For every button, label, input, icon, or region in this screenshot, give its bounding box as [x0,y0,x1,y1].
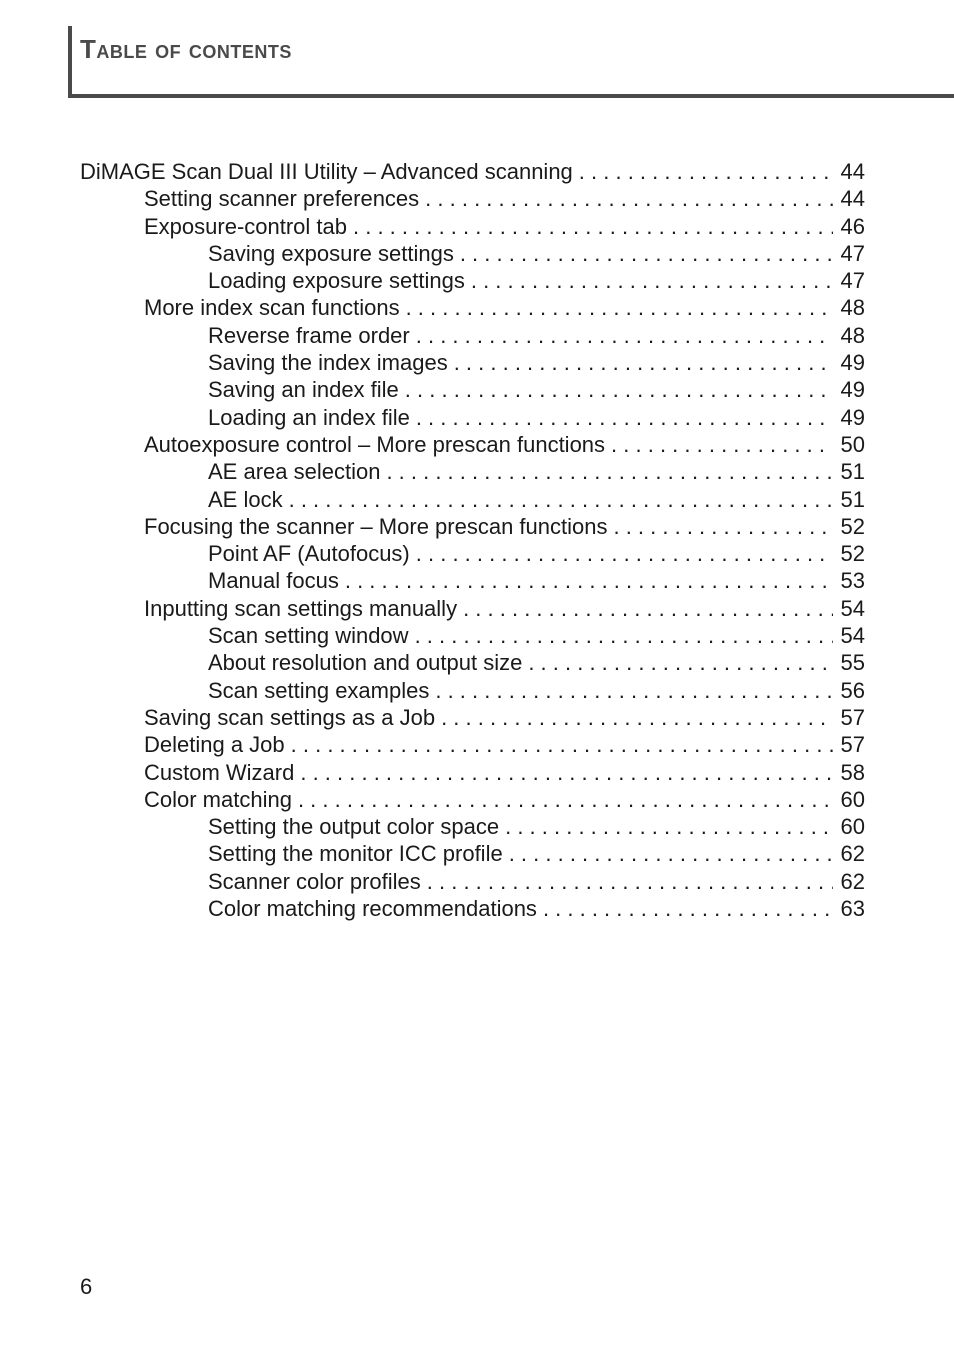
toc-entry[interactable] [80,649,865,676]
toc-entry-page: 53 [840,568,865,594]
toc-entry-page: 48 [840,322,865,348]
toc-dot-leader [505,813,833,840]
toc-entry-title: Color matching recommendations [208,896,537,922]
toc-entry[interactable] [80,731,865,758]
toc-dot-leader [471,267,833,294]
toc-entry-page: 57 [840,732,865,758]
toc-dot-leader [300,759,833,786]
toc-entry[interactable] [80,840,865,867]
toc-entry[interactable] [80,240,865,267]
toc-entry-page: 49 [840,404,865,430]
toc-entry[interactable] [80,294,865,321]
toc-dot-leader [427,868,833,895]
toc-dot-leader [353,213,833,240]
toc-entry-title: DiMAGE Scan Dual III Utility – Advanced scanning [80,159,573,184]
toc-entry[interactable] [80,759,865,786]
toc-dot-leader [289,486,833,513]
toc-dot-leader [291,731,833,758]
toc-entry-title: Exposure-control tab [144,213,347,239]
toc-entry[interactable] [80,486,865,513]
page-number: 6 [80,1274,93,1299]
toc-entry-page: 56 [840,677,865,703]
toc-dot-leader [463,595,833,622]
toc-entry[interactable] [80,677,865,704]
toc-entry-page: 50 [840,431,865,457]
toc-entry-page: 47 [840,240,865,266]
toc-dot-leader [406,294,833,321]
toc-entry[interactable] [80,458,865,485]
toc-entry-page: 58 [840,759,865,785]
toc-entry-page: 55 [840,650,865,676]
header-rule-horizontal [68,94,954,98]
toc-entry[interactable] [80,431,865,458]
toc-entry[interactable] [80,813,865,840]
toc-entry-title: Loading an index file [208,404,410,430]
toc-entry-title: About resolution and output size [208,650,523,676]
toc-entry-title: Custom Wizard [144,759,295,785]
toc-entry[interactable] [80,158,865,185]
toc-entry[interactable] [80,868,865,895]
toc-dot-leader [415,622,833,649]
toc-entry-title: Scanner color profiles [208,868,421,894]
toc-dot-leader [416,540,833,567]
toc-entry-page: 49 [840,377,865,403]
toc-dot-leader [441,704,833,731]
toc-entry[interactable] [80,567,865,594]
toc-dot-leader [386,458,833,485]
toc-entry-title: Focusing the scanner – More prescan functions [144,513,608,539]
toc-entry[interactable] [80,622,865,649]
toc-dot-leader [298,786,833,813]
toc-entry-title: Setting the output color space [208,814,500,840]
toc-entry[interactable] [80,213,865,240]
header-rule-vertical [68,26,72,98]
toc-entry-title: AE lock [208,486,283,512]
toc-entry-page: 60 [840,814,865,840]
toc-entry-page: 60 [840,786,865,812]
toc-entry-page: 49 [840,350,865,376]
toc-entry-page: 44 [840,186,865,212]
toc-dot-leader [543,895,833,922]
toc-entry-title: More index scan functions [144,295,400,321]
toc-entry[interactable] [80,322,865,349]
toc-entry[interactable] [80,404,865,431]
toc-dot-leader [509,840,833,867]
toc-entry-title: Saving an index file [208,377,399,403]
toc-entry-title: Saving the index images [208,350,448,376]
toc-entry-title: Saving exposure settings [208,240,454,266]
toc-entry[interactable] [80,540,865,567]
table-of-contents [80,158,865,922]
toc-dot-leader [416,404,833,431]
toc-entry[interactable] [80,786,865,813]
toc-dot-leader [435,677,833,704]
toc-entry-page: 54 [840,595,865,621]
toc-entry-page: 63 [840,896,865,922]
toc-entry-title: Deleting a Job [144,732,285,758]
toc-entry-title: Inputting scan settings manually [144,595,458,621]
toc-entry-page: 51 [840,486,865,512]
toc-dot-leader [460,240,833,267]
toc-dot-leader [405,376,833,403]
toc-entry-page: 57 [840,704,865,730]
toc-dot-leader [579,158,833,185]
toc-entry[interactable] [80,349,865,376]
toc-entry-page: 52 [840,541,865,567]
toc-dot-leader [613,513,833,540]
toc-dot-leader [425,185,833,212]
toc-entry-title: Setting the monitor ICC profile [208,841,503,867]
toc-entry-title: Setting scanner preferences [144,186,420,212]
toc-entry-page: 62 [840,841,865,867]
toc-entry[interactable] [80,267,865,294]
toc-entry-page: 51 [840,459,865,485]
toc-entry[interactable] [80,185,865,212]
toc-entry-page: 46 [840,213,865,239]
toc-entry-page: 48 [840,295,865,321]
toc-entry[interactable] [80,376,865,403]
toc-entry-title: Manual focus [208,568,339,594]
toc-entry-title: Saving scan settings as a Job [144,704,436,730]
toc-entry-page: 44 [840,159,865,184]
toc-dot-leader [611,431,833,458]
toc-dot-leader [416,322,833,349]
toc-entry-page: 62 [840,868,865,894]
toc-entry-page: 47 [840,268,865,294]
toc-entry[interactable] [80,513,865,540]
toc-entry-title: Loading exposure settings [208,268,465,294]
toc-entry-page: 54 [840,623,865,649]
toc-entry[interactable] [80,704,865,731]
toc-entry-title: Reverse frame order [208,322,410,348]
toc-entry-title: Scan setting window [208,623,409,649]
page-title: Table of contents [80,34,292,64]
toc-entry-title: Point AF (Autofocus) [208,541,410,567]
toc-entry-page: 52 [840,513,865,539]
toc-entry-title: Autoexposure control – More prescan functions [144,431,606,457]
toc-dot-leader [454,349,833,376]
toc-entry[interactable] [80,895,865,922]
toc-entry-title: AE area selection [208,459,381,485]
toc-entry-title: Color matching [144,786,292,812]
toc-dot-leader [528,649,833,676]
toc-entry-title: Scan setting examples [208,677,430,703]
toc-entry[interactable] [80,595,865,622]
toc-dot-leader [345,567,833,594]
